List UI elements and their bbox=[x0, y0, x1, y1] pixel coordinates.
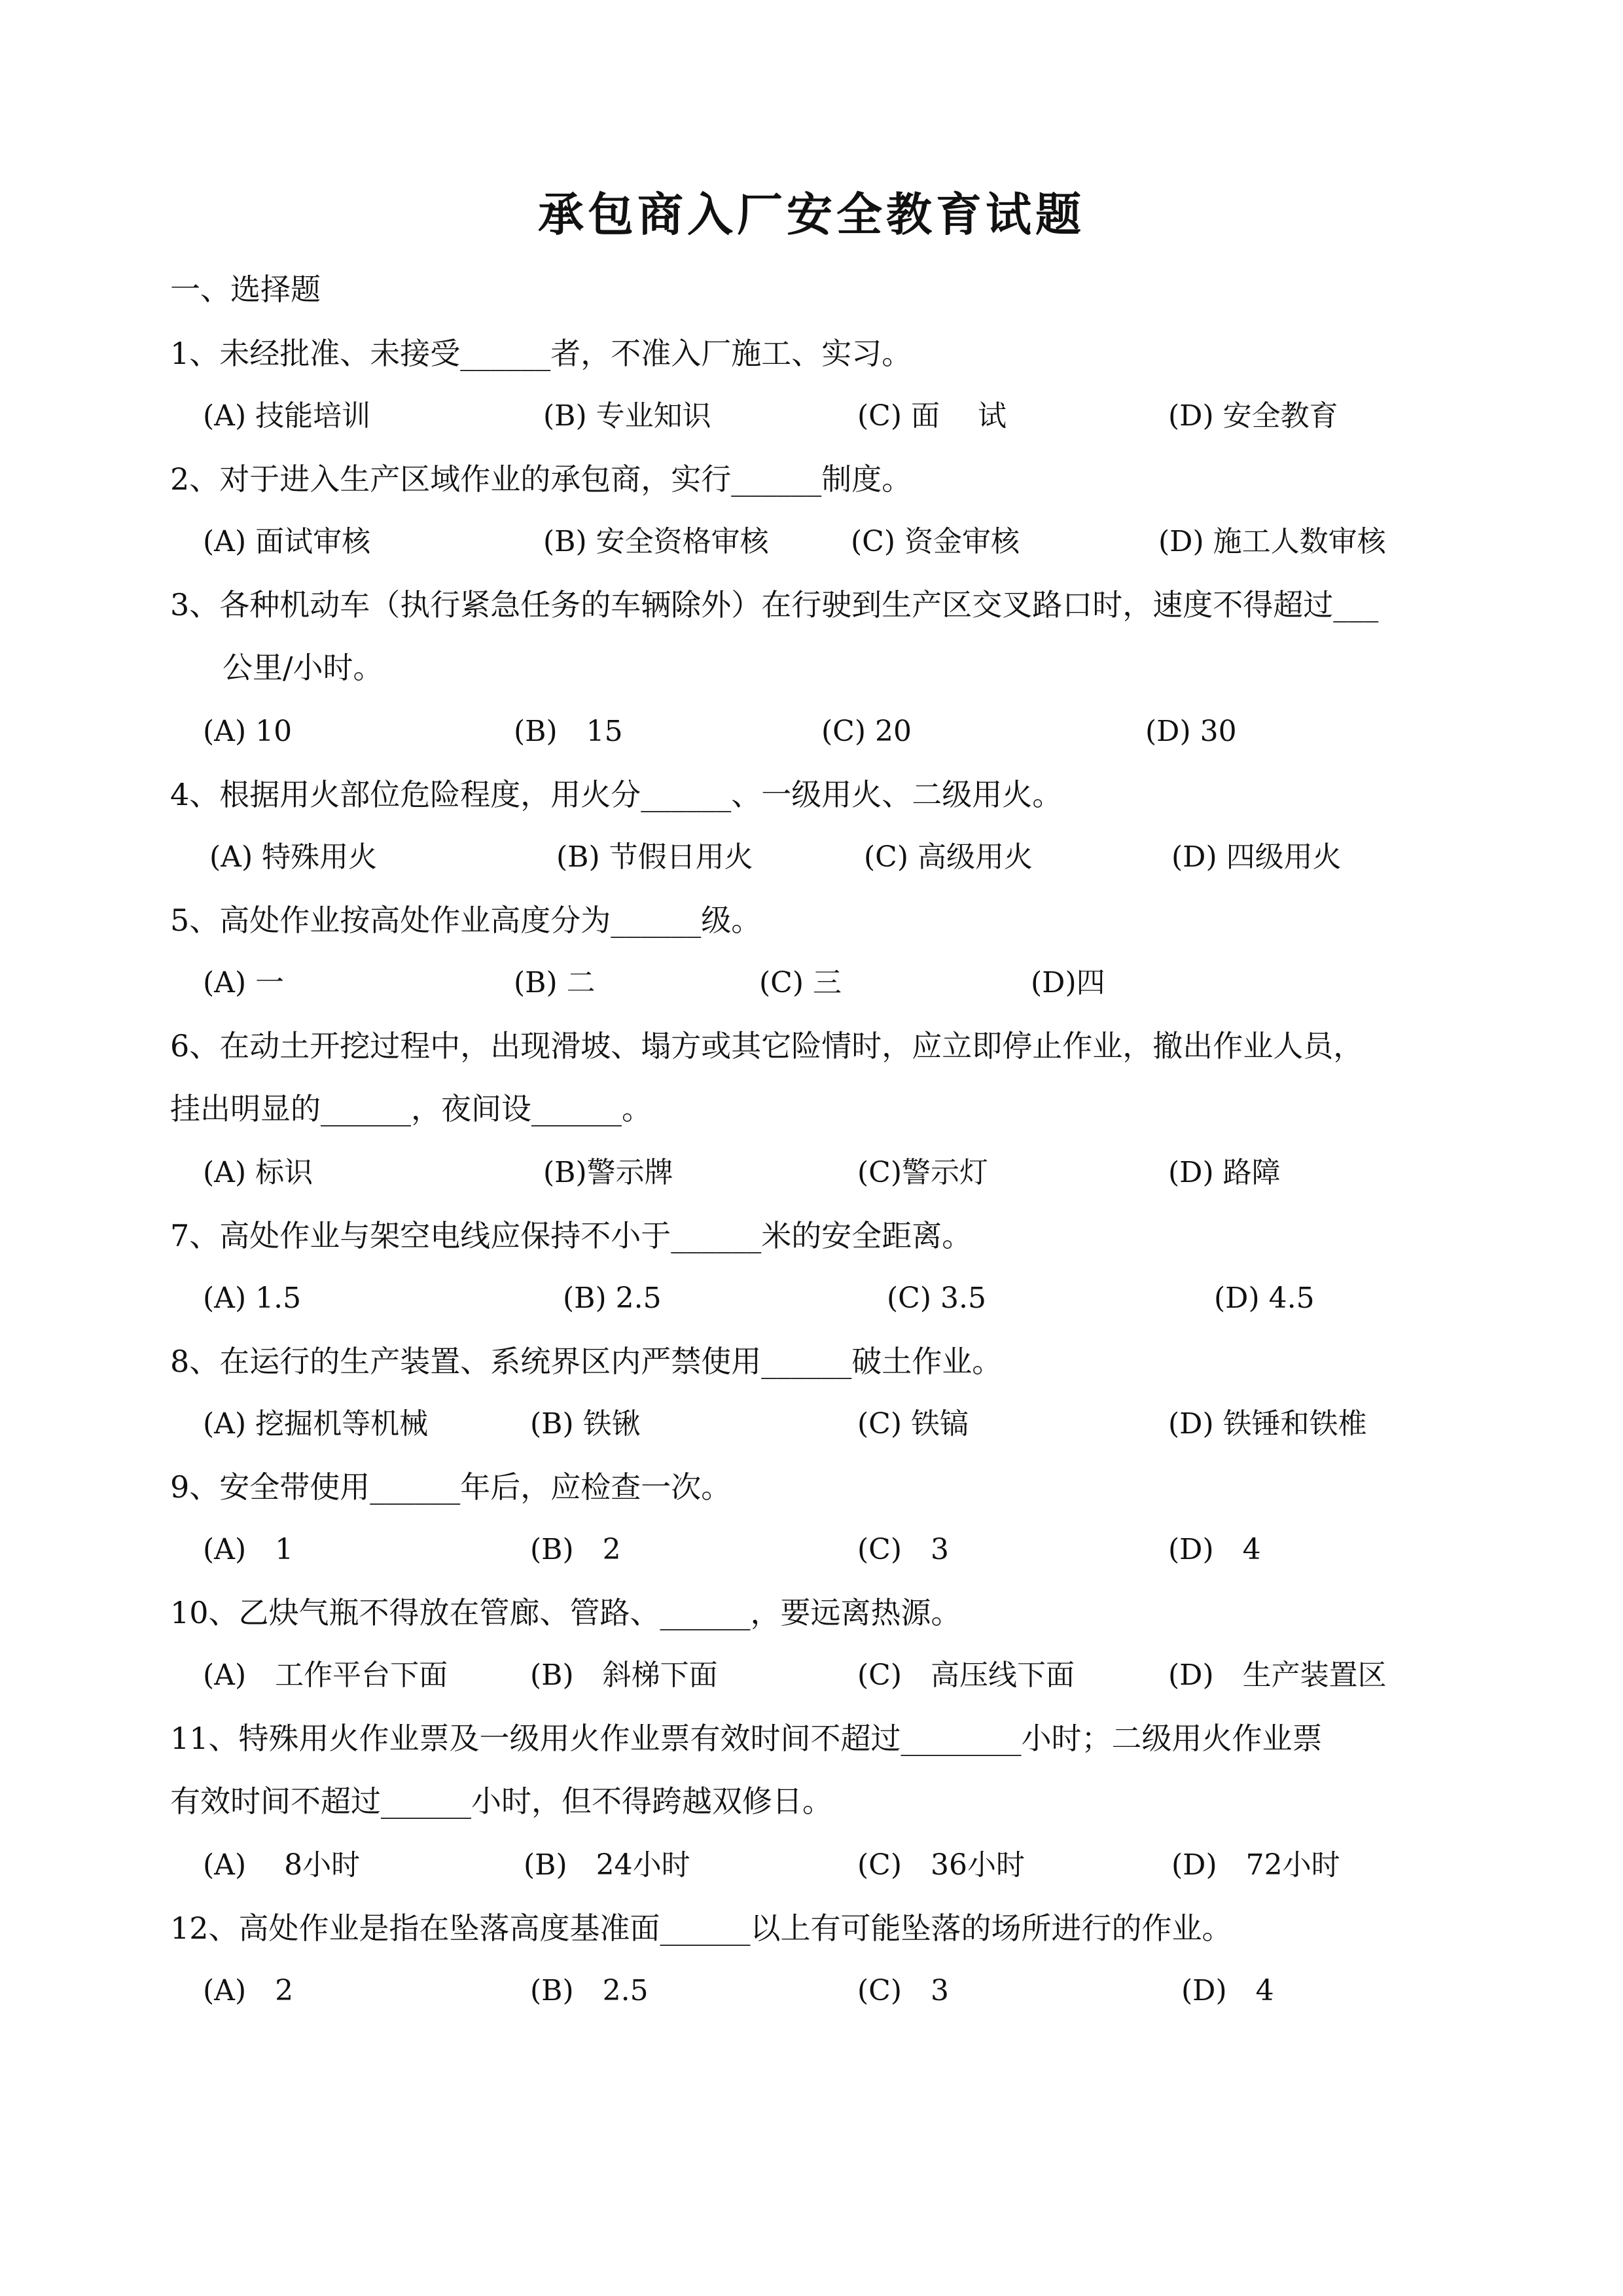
question-5-option-b: (B) 二 bbox=[514, 966, 596, 999]
question-4-option-d: (D) 四级用火 bbox=[1171, 840, 1342, 874]
question-9-option-b: (B) 2 bbox=[530, 1533, 621, 1566]
question-11-option-c: (C) 36小时 bbox=[857, 1848, 1025, 1882]
question-6-option-d: (D) 路障 bbox=[1168, 1156, 1281, 1189]
question-2-option-a: (A) 面试审核 bbox=[203, 525, 371, 558]
question-4-text: 4、根据用火部位危险程度，用火分______、一级用火、二级用火。 bbox=[170, 777, 1063, 812]
question-5-option-d: (D)四 bbox=[1031, 966, 1105, 999]
question-4-option-c: (C) 高级用火 bbox=[864, 840, 1033, 874]
question-10-option-a: (A) 工作平台下面 bbox=[203, 1659, 448, 1692]
question-3-option-a: (A) 10 bbox=[203, 715, 293, 748]
question-7-text: 7、高处作业与架空电线应保持不小于______米的安全距离。 bbox=[170, 1218, 972, 1253]
question-7-option-b: (B) 2.5 bbox=[563, 1282, 662, 1315]
question-8-option-a: (A) 挖掘机等机械 bbox=[203, 1407, 429, 1441]
question-6-option-a: (A) 标识 bbox=[203, 1156, 313, 1189]
question-5-option-a: (A) 一 bbox=[203, 966, 285, 999]
question-8-option-b: (B) 铁锹 bbox=[530, 1407, 641, 1441]
question-5-option-c: (C) 三 bbox=[759, 966, 842, 999]
question-4-option-a: (A) 特殊用火 bbox=[209, 840, 378, 874]
question-8-option-c: (C) 铁镐 bbox=[857, 1407, 969, 1441]
question-6-option-b: (B)警示牌 bbox=[543, 1156, 673, 1189]
question-2-option-d: (D) 施工人数审核 bbox=[1158, 525, 1386, 558]
question-1-option-a: (A) 技能培训 bbox=[203, 399, 371, 433]
question-3-text-cont: 公里/小时。 bbox=[223, 650, 383, 685]
question-8-option-d: (D) 铁锤和铁椎 bbox=[1168, 1407, 1367, 1441]
question-6-text-cont: 挂出明显的______，夜间设______。 bbox=[170, 1091, 652, 1126]
question-1-option-b: (B) 专业知识 bbox=[543, 399, 711, 433]
question-1-text: 1、未经批准、未接受______者，不准入厂施工、实习。 bbox=[170, 336, 912, 371]
question-7-option-d: (D) 4.5 bbox=[1214, 1282, 1315, 1315]
question-2-option-c: (C) 资金审核 bbox=[851, 525, 1020, 558]
question-12-option-b: (B) 2.5 bbox=[530, 1974, 649, 2007]
question-2-option-b: (B) 安全资格审核 bbox=[543, 525, 769, 558]
question-4-option-b: (B) 节假日用火 bbox=[556, 840, 753, 874]
question-9-option-d: (D) 4 bbox=[1168, 1533, 1261, 1566]
question-10-option-c: (C) 高压线下面 bbox=[857, 1659, 1075, 1692]
page-title: 承包商入厂安全教育试题 bbox=[538, 187, 1085, 242]
question-7-option-c: (C) 3.5 bbox=[887, 1282, 986, 1315]
question-1-option-c: (C) 面 试 bbox=[857, 399, 1007, 433]
question-10-option-b: (B) 斜梯下面 bbox=[530, 1659, 718, 1692]
question-8-text: 8、在运行的生产装置、系统界区内严禁使用______破土作业。 bbox=[170, 1344, 1003, 1379]
question-11-text-cont: 有效时间不超过______小时，但不得跨越双修日。 bbox=[170, 1784, 832, 1819]
question-11-option-b: (B) 24小时 bbox=[524, 1848, 690, 1882]
question-5-text: 5、高处作业按高处作业高度分为______级。 bbox=[170, 903, 762, 938]
question-12-option-a: (A) 2 bbox=[203, 1974, 294, 2007]
question-11-text: 11、特殊用火作业票及一级用火作业票有效时间不超过________小时；二级用火作业票 bbox=[170, 1721, 1323, 1756]
question-2-text: 2、对于进入生产区域作业的承包商，实行______制度。 bbox=[170, 461, 912, 497]
question-12-option-c: (C) 3 bbox=[857, 1974, 949, 2007]
question-9-option-c: (C) 3 bbox=[857, 1533, 949, 1566]
question-9-option-a: (A) 1 bbox=[203, 1533, 294, 1566]
question-12-option-d: (D) 4 bbox=[1181, 1974, 1274, 2007]
question-6-text: 6、在动土开挖过程中，出现滑坡、塌方或其它险情时，应立即停止作业，撤出作业人员， bbox=[170, 1028, 1364, 1064]
section-heading: 一、选择题 bbox=[170, 272, 321, 307]
question-9-text: 9、安全带使用______年后，应检查一次。 bbox=[170, 1469, 732, 1505]
question-3-text: 3、各种机动车（执行紧急任务的车辆除外）在行驶到生产区交叉路口时，速度不得超过___ bbox=[170, 587, 1379, 622]
question-3-option-d: (D) 30 bbox=[1145, 715, 1237, 748]
question-11-option-a: (A) 8小时 bbox=[203, 1848, 361, 1882]
question-1-option-d: (D) 安全教育 bbox=[1168, 399, 1338, 433]
question-3-option-b: (B) 15 bbox=[514, 715, 623, 748]
question-3-option-c: (C) 20 bbox=[821, 715, 912, 748]
question-6-option-c: (C)警示灯 bbox=[857, 1156, 988, 1189]
question-7-option-a: (A) 1.5 bbox=[203, 1282, 302, 1315]
question-12-text: 12、高处作业是指在坠落高度基准面______以上有可能坠落的场所进行的作业。 bbox=[170, 1910, 1232, 1946]
question-11-option-d: (D) 72小时 bbox=[1171, 1848, 1340, 1882]
question-10-option-d: (D) 生产装置区 bbox=[1168, 1659, 1387, 1692]
question-10-text: 10、乙炔气瓶不得放在管廊、管路、______，要远离热源。 bbox=[170, 1595, 961, 1630]
